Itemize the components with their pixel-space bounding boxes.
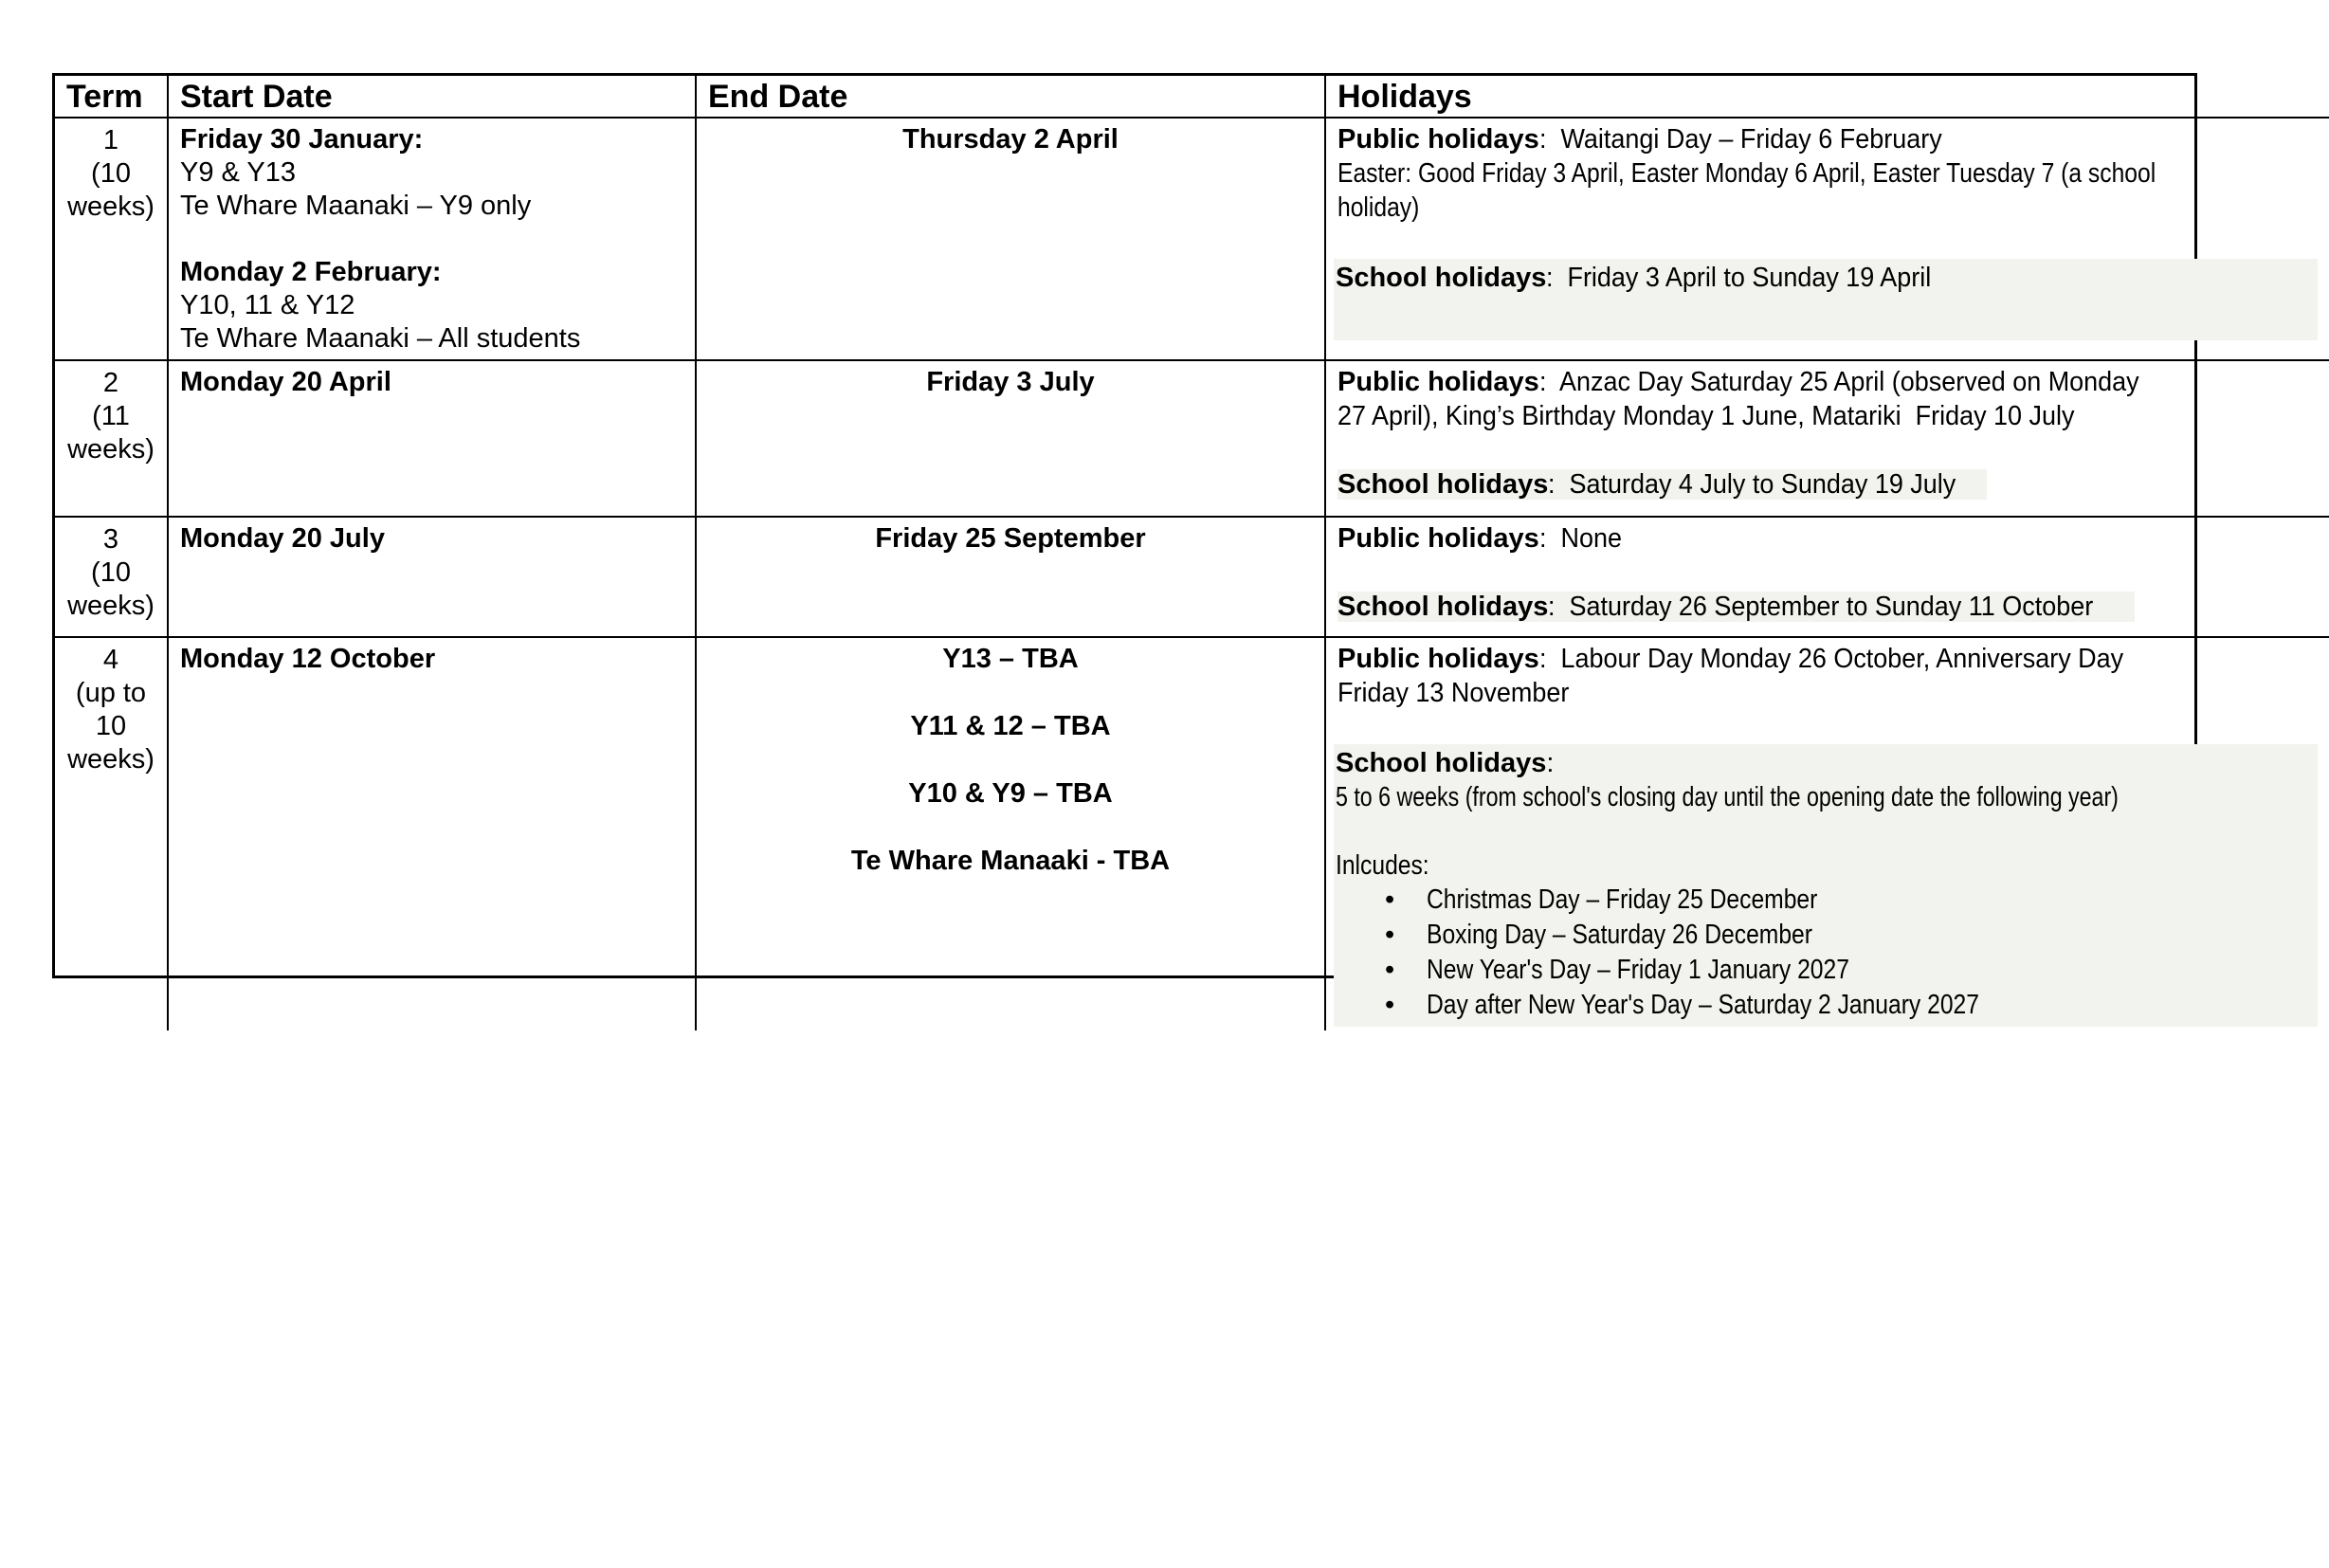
row3-start-cell xyxy=(169,518,697,638)
header-end-date-label: End Date xyxy=(708,79,848,115)
term-number: 4 xyxy=(102,645,119,675)
school-holidays-label: School holidays xyxy=(1337,469,1549,500)
header-holidays xyxy=(1326,76,2329,119)
school-holidays-value: : Saturday 26 September to Sunday 11 October xyxy=(1548,592,2094,622)
bullet-icon: • xyxy=(1385,955,1395,985)
row3-holidays-cell xyxy=(1326,518,2329,638)
bullet-text: Christmas Day – Friday 25 December xyxy=(1427,884,1818,915)
term-number: 3 xyxy=(102,524,119,555)
public-holidays-line xyxy=(1337,399,2318,433)
public-holidays-label: Public holidays xyxy=(1337,644,1539,674)
start-block1-title: Monday 20 April xyxy=(180,367,391,397)
school-holidays-value: 5 to 6 weeks (from school's closing day until the opening date the following year) xyxy=(1336,782,2119,812)
public-holidays-label: Public holidays xyxy=(1337,124,1539,155)
start-block2-line: Y10, 11 & Y12 xyxy=(180,290,355,320)
row4-term-cell xyxy=(55,638,169,1030)
bullet-text: New Year's Day – Friday 1 January 2027 xyxy=(1427,955,1849,985)
includes-label: Inlcudes: xyxy=(1336,850,1429,881)
end-date-line: Y10 & Y9 – TBA xyxy=(908,778,1113,809)
blank-line xyxy=(1337,710,2318,744)
school-holidays-label: School holidays xyxy=(1336,263,1547,293)
bullet-text: Day after New Year's Day – Saturday 2 January 2027 xyxy=(1427,990,1979,1020)
start-block1-line: Te Whare Maanaki – Y9 only xyxy=(180,191,532,221)
bullet-text: Boxing Day – Saturday 26 December xyxy=(1427,920,1812,950)
term-weeks: (11 weeks) xyxy=(67,401,155,465)
school-holidays-line xyxy=(1337,467,2318,501)
header-term-label: Term xyxy=(66,79,143,115)
school-holidays-highlight xyxy=(1334,259,2318,340)
start-block1-line: Y9 & Y13 xyxy=(180,157,297,188)
school-holidays-colon: : xyxy=(1546,748,1555,778)
blank-line xyxy=(1336,814,2314,848)
public-holidays-line xyxy=(1337,521,2318,556)
public-holidays-value: : Waitangi Day – Friday 6 February xyxy=(1538,124,1942,155)
end-date-line: Thursday 2 April xyxy=(902,124,1119,155)
end-date-line: Friday 3 July xyxy=(926,367,1095,397)
term-dates-table xyxy=(52,73,2197,1020)
school-holidays-highlight xyxy=(1334,744,2318,1027)
header-end-date xyxy=(697,76,1326,119)
public-holidays-value: 27 April), King’s Birthday Monday 1 June, Matariki Friday 10 July xyxy=(1337,401,2075,431)
term-weeks: weeks) xyxy=(67,744,155,775)
holiday-bullet-item xyxy=(1336,918,2314,953)
term-weeks: (10 weeks) xyxy=(67,557,155,621)
row1-holidays-cell xyxy=(1326,119,2329,361)
end-date-line: Y11 & 12 – TBA xyxy=(910,711,1111,741)
term-weeks: (10 weeks) xyxy=(67,158,155,222)
holiday-bullet-item xyxy=(1336,953,2314,988)
row1-term-cell xyxy=(55,119,169,361)
school-holidays-label: School holidays xyxy=(1337,592,1549,622)
holiday-bullet-item xyxy=(1336,883,2314,918)
public-holidays-value: : Anzac Day Saturday 25 April (observed on Monday xyxy=(1538,367,2139,397)
header-start-date-label: Start Date xyxy=(180,79,333,115)
public-holidays-value: Easter: Good Friday 3 April, Easter Monday 6 April, Easter Tuesday 7 (a school xyxy=(1337,158,2156,189)
school-holidays-highlight xyxy=(1337,469,1987,500)
school-holidays-label: School holidays xyxy=(1336,748,1547,778)
term-weeks: (up to 10 xyxy=(75,678,147,741)
row3-term-cell xyxy=(55,518,169,638)
row3-end-cell xyxy=(697,518,1326,638)
includes-line xyxy=(1336,848,2314,883)
header-start-date xyxy=(169,76,697,119)
school-holidays-line xyxy=(1336,746,2314,780)
start-block1-title: Monday 20 July xyxy=(180,523,385,554)
row4-start-cell xyxy=(169,638,697,1030)
start-block2-line: Te Whare Maanaki – All students xyxy=(180,323,581,354)
row1-start-cell xyxy=(169,119,697,361)
bullet-icon: • xyxy=(1385,990,1395,1020)
public-holidays-line xyxy=(1337,642,2318,676)
public-holidays-line xyxy=(1337,122,2318,156)
holiday-bullet-item xyxy=(1336,988,2314,1023)
public-holidays-value: holiday) xyxy=(1337,192,1420,223)
end-date-line: Y13 – TBA xyxy=(942,644,1079,674)
row2-term-cell xyxy=(55,361,169,518)
bullet-icon: • xyxy=(1385,920,1395,950)
public-holidays-line xyxy=(1337,676,2318,710)
start-block1-title: Friday 30 January: xyxy=(180,124,424,155)
public-holidays-label: Public holidays xyxy=(1337,523,1539,554)
end-date-line: Friday 25 September xyxy=(875,523,1146,554)
end-date-line: Te Whare Manaaki - TBA xyxy=(850,846,1171,876)
public-holidays-line xyxy=(1337,365,2318,399)
start-block1-title: Monday 12 October xyxy=(180,644,436,674)
school-holidays-value: : Friday 3 April to Sunday 19 April xyxy=(1546,263,1932,293)
bullet-icon: • xyxy=(1385,884,1395,915)
blank-line xyxy=(180,223,683,256)
public-holidays-value: : Labour Day Monday 26 October, Anniversary Day xyxy=(1538,644,2123,674)
school-holidays-value: : Saturday 4 July to Sunday 19 July xyxy=(1548,469,1956,500)
school-holidays-highlight xyxy=(1337,592,2135,622)
public-holidays-value: : None xyxy=(1538,523,1622,554)
term-number: 2 xyxy=(102,368,119,398)
row1-end-cell xyxy=(697,119,1326,361)
public-holidays-label: Public holidays xyxy=(1337,367,1539,397)
row2-start-cell xyxy=(169,361,697,518)
public-holidays-line xyxy=(1337,156,2318,191)
row2-end-cell xyxy=(697,361,1326,518)
blank-line xyxy=(1337,433,2318,467)
row4-holidays-cell xyxy=(1326,638,2329,1030)
blank-line xyxy=(1337,225,2318,259)
blank-line xyxy=(1337,556,2318,590)
row2-holidays-cell xyxy=(1326,361,2329,518)
row4-end-cell xyxy=(697,638,1326,1030)
public-holidays-value: Friday 13 November xyxy=(1337,678,1570,708)
term-number: 1 xyxy=(102,125,119,155)
header-holidays-label: Holidays xyxy=(1337,79,1472,115)
start-block2-title: Monday 2 February: xyxy=(180,257,442,287)
header-term xyxy=(55,76,169,119)
public-holidays-line xyxy=(1337,191,2318,225)
school-holidays-body xyxy=(1336,780,2314,814)
school-holidays-line xyxy=(1337,590,2318,624)
